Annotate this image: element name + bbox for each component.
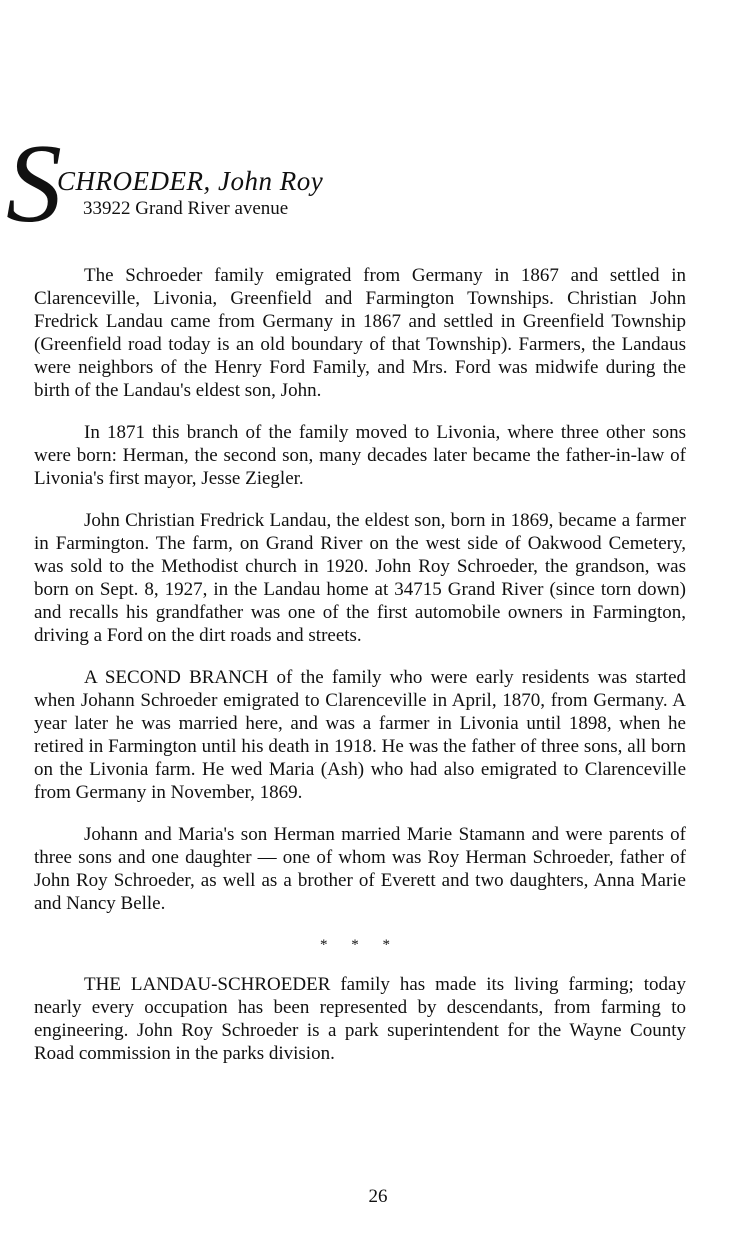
paragraph-1: The Schroeder family emigrated from Germany in 1867 and settled in Clarenceville, Livonia, Greenfield and Farmington Townships. Christian John Fredrick Landau came from Germany in 1867 and settled in Greenfield Township (Greenfield road today is an old boundary of that Township). Farmers, the Landaus were neighbors of the Henry Ford Family, and Mrs. Ford was midwife during the birth of the Landau's eldest son, John. <box>34 265 686 401</box>
paragraph-3: John Christian Fredrick Landau, the eldest son, born in 1869, became a farmer in Farmington. The farm, on Grand River on the west side of Oakwood Cemetery, was sold to the Methodist church in 1920. John Roy Schroeder, the grandson, was born on Sept. 8, 1927, in the Landau home at 34715 Grand River (since torn down) and recalls his grandfather was one of the first automobile owners in Farmington, driving a Ford on the dirt roads and streets. <box>34 510 686 646</box>
entry-header <box>0 122 756 248</box>
closing-paragraph: THE LANDAU-SCHROEDER family has made its living farming; today nearly every occupation has been represented by descendants, from farming to engineering. John Roy Schroeder is a park superintendent for the Wayne County Road commission in the parks division. <box>34 974 686 1064</box>
section-separator: * * * <box>320 937 400 953</box>
entry-title: CHROEDER, John Roy <box>57 166 324 196</box>
body-text <box>34 264 686 1084</box>
paragraph-4: A SECOND BRANCH of the family who were early residents was started when Johann Schroeder emigrated to Clarenceville in April, 1870, from Germany. A year later he was married here, and was a farmer in Livonia until 1898, when he retired in Farmington until his death in 1918. He was the father of three sons, all born on the Livonia farm. He wed Maria (Ash) who had also emigrated to Clarenceville from Germany in November, 1869. <box>34 667 686 803</box>
paragraph-2: In 1871 this branch of the family moved to Livonia, where three other sons were born: Herman, the second son, many decades later became the father-in-law of Livonia's first mayor, Jesse Ziegler. <box>34 422 686 489</box>
entry-address: 33922 Grand River avenue <box>83 198 289 219</box>
drop-cap-letter: S <box>6 122 62 246</box>
page-number: 26 <box>368 1186 388 1207</box>
paragraph-5: Johann and Maria's son Herman married Marie Stamann and were parents of three sons and one daughter — one of whom was Roy Herman Schroeder, father of John Roy Schroeder, as well as a brother of Everett and two daughters, Anna Marie and Nancy Belle. <box>34 824 686 914</box>
